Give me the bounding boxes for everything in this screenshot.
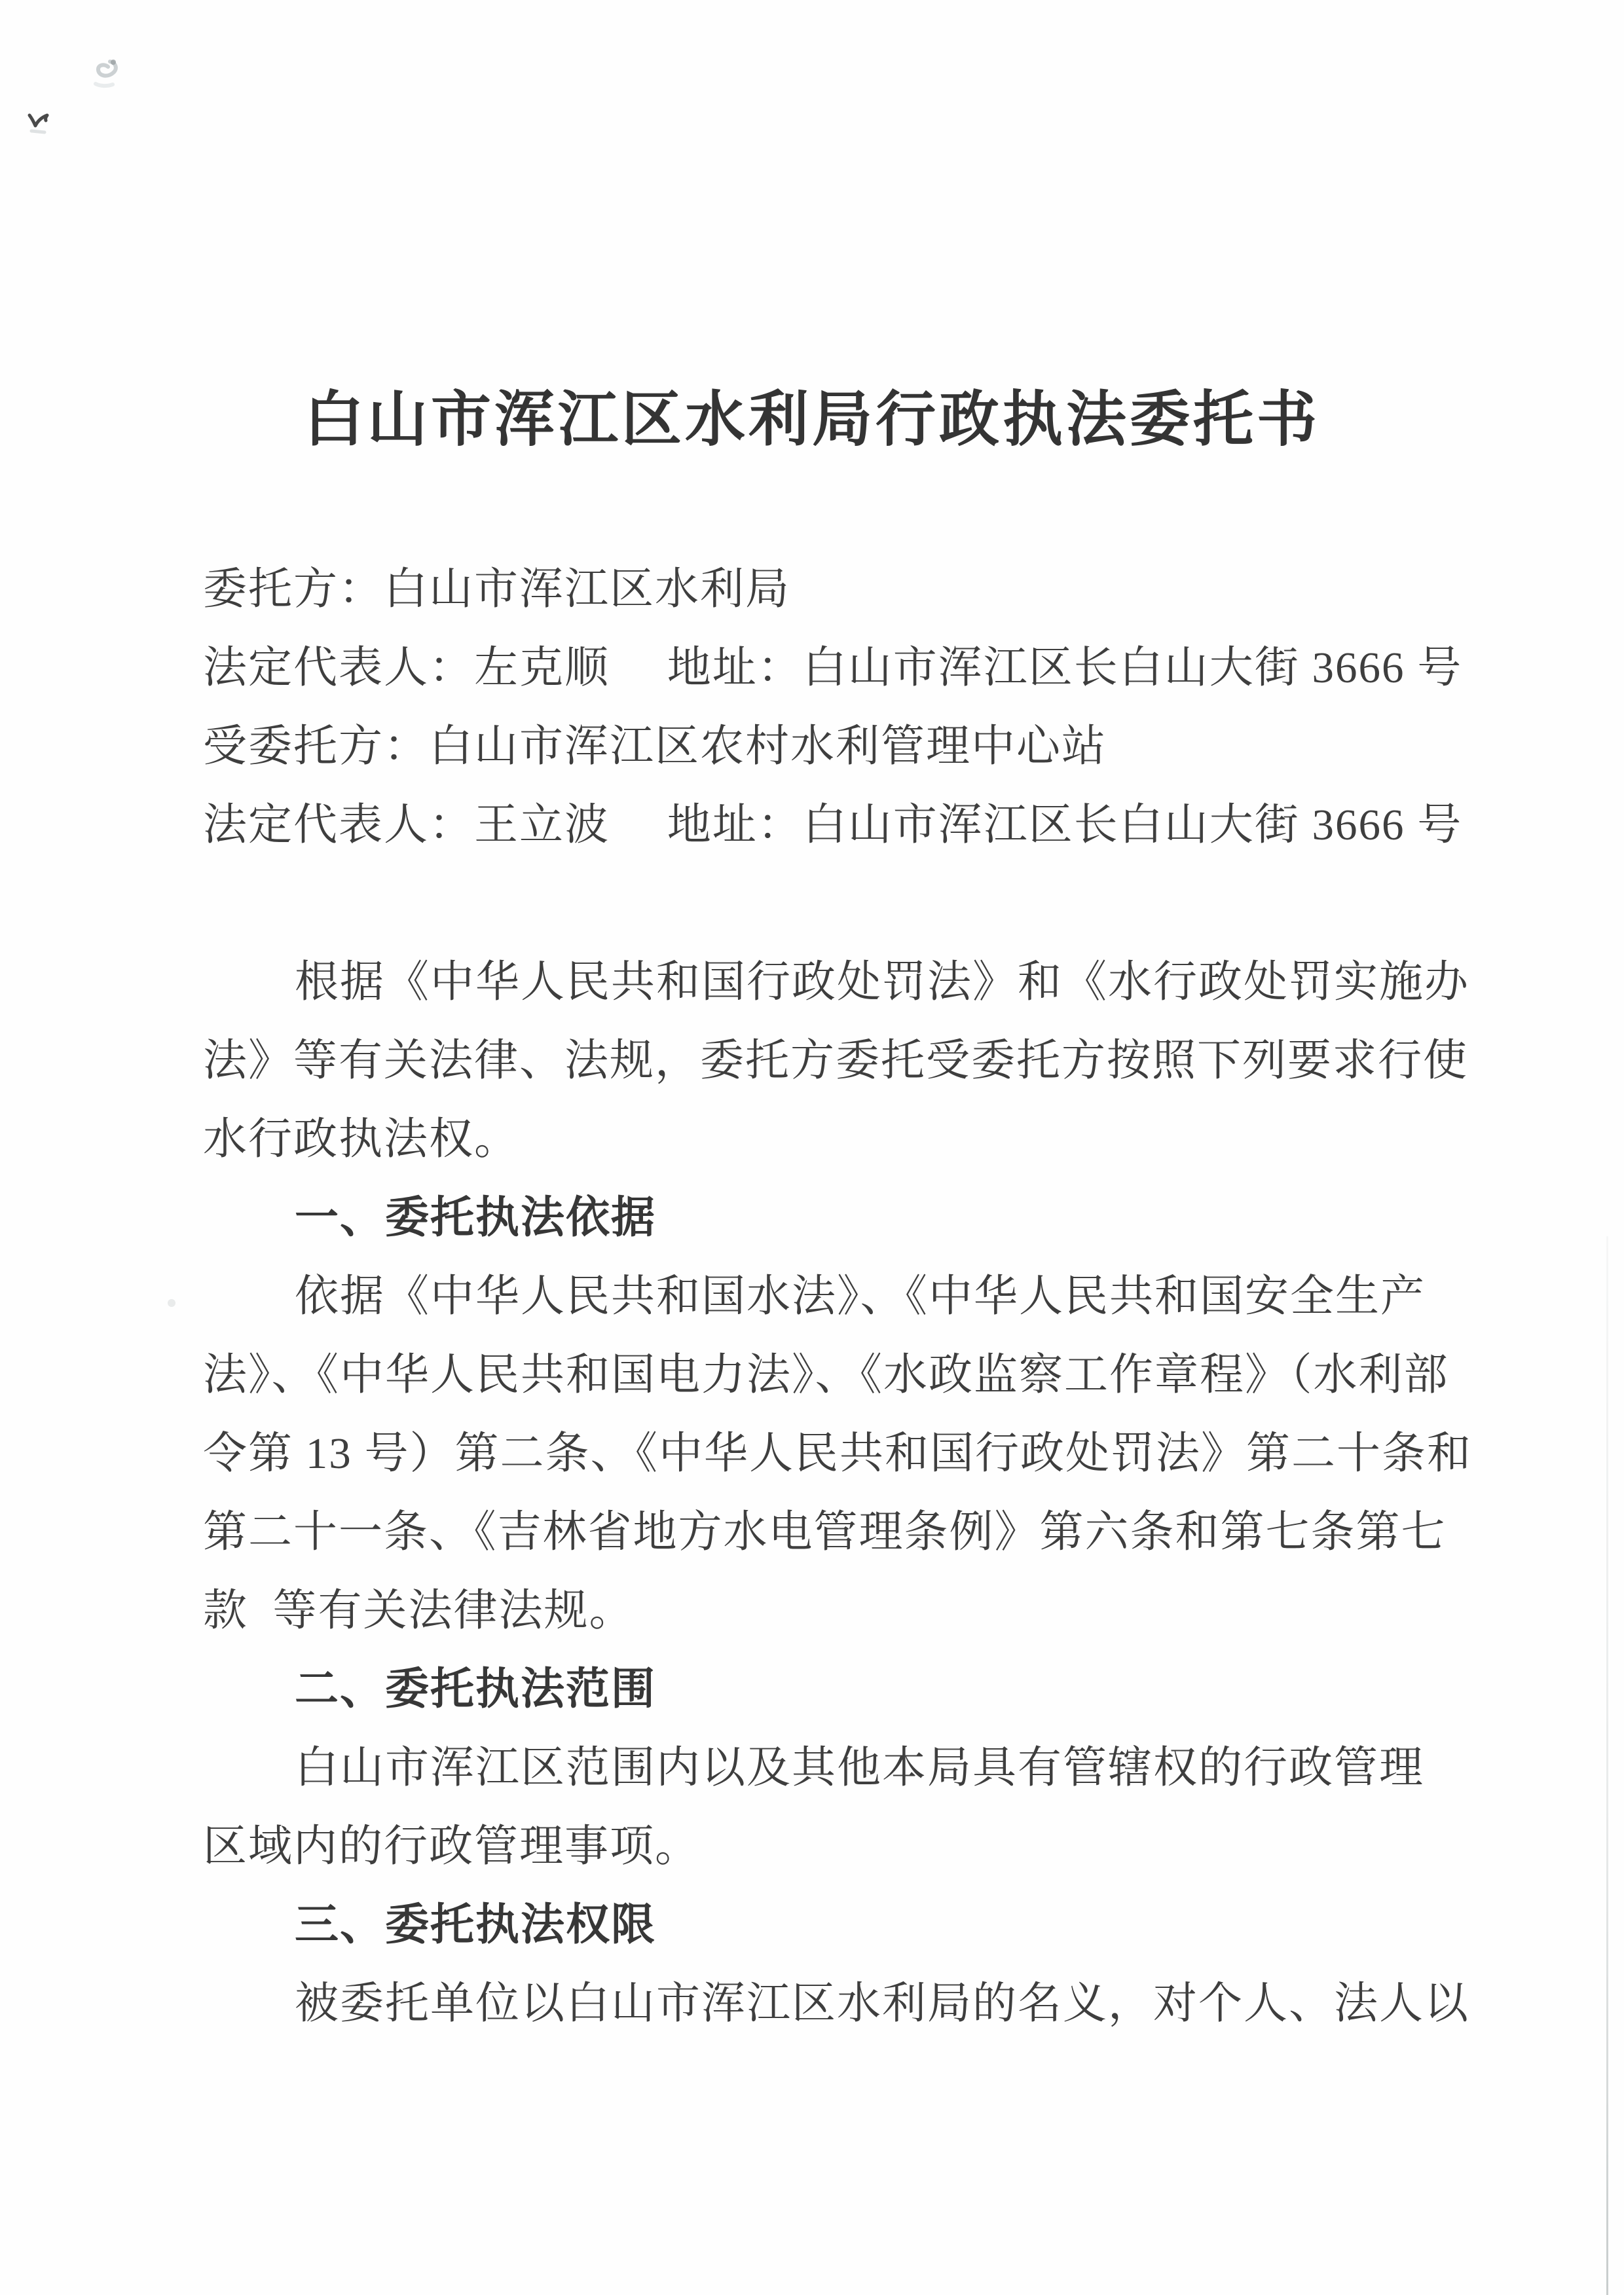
basis-line: 依据《中华人民共和国水法》、《中华人民共和国安全生产 [295, 1272, 1426, 1321]
scanner-edge-line [1606, 1236, 1608, 2295]
document-title: 白山市浑江区水利局行政执法委托书 [303, 386, 1320, 453]
scope-line: 白山市浑江区范围内以及其他本局具有管辖权的行政管理 [295, 1744, 1424, 1792]
section-heading-authority: 三、委托执法权限 [295, 1900, 656, 1949]
handwritten-check-mark [28, 110, 51, 139]
entrusted-party-line: 受委托方：白山市浑江区农村水利管理中心站 [203, 722, 1107, 771]
authority-line: 被委托单位以白山市浑江区水利局的名义，对个人、法人以 [295, 1979, 1469, 2028]
section-heading-basis: 一、委托执法依据 [295, 1193, 656, 1242]
preamble-line: 法》等有关法律、法规，委托方委托受委托方按照下列要求行使 [203, 1037, 1468, 1085]
basis-line: 令第 13 号）第二条、《中华人民共和国行政处罚法》第二十条和 [203, 1429, 1472, 1478]
entruster-representative-line: 法定代表人：左克顺 地址：白山市浑江区长白山大街 3666 号 [203, 644, 1463, 692]
basis-line: 第二十一条、《吉林省地方水电管理条例》第六条和第七条第七 [203, 1508, 1447, 1556]
basis-line: 款 等有关法律法规。 [203, 1587, 635, 1635]
smudge-squiggle-mark [90, 55, 120, 96]
preamble-line: 根据《中华人民共和国行政处罚法》和《水行政处罚实施办 [295, 958, 1469, 1006]
entrusted-representative-line: 法定代表人：王立波 地址：白山市浑江区长白山大街 3666 号 [203, 801, 1463, 849]
section-heading-scope: 二、委托执法范围 [295, 1664, 656, 1714]
entruster-line: 委托方：白山市浑江区水利局 [203, 565, 790, 614]
preamble-line: 水行政执法权。 [203, 1115, 519, 1164]
document-body [203, 550, 1472, 2043]
basis-line: 法》、《中华人民共和国电力法》、《水政监察工作章程》（水利部 [203, 1351, 1449, 1399]
scan-speck [168, 1299, 175, 1307]
scope-line: 区域内的行政管理事项。 [203, 1822, 700, 1871]
